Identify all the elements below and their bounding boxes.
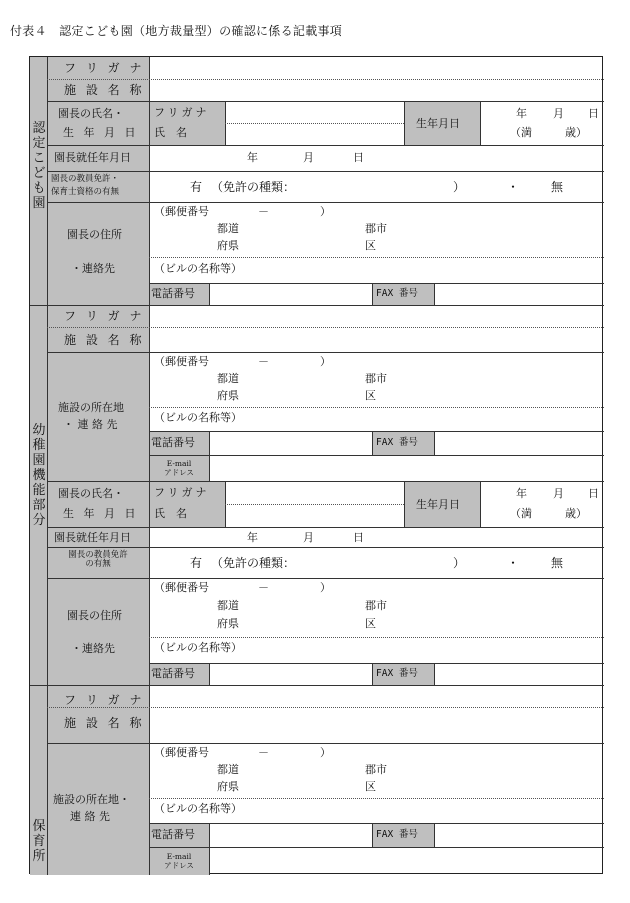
teacher-license-label: 園長の教員免許 の有無 (68, 550, 128, 569)
section-nintei-label: 認 定 こ ど も 園 (32, 121, 46, 211)
fax-label: FAX 番号 (376, 288, 418, 299)
facility-address-label: 施設の所在地 (58, 401, 124, 414)
furigana-label: フ リ ガ ナ (64, 61, 145, 75)
section-youchien-label: 幼 稚 園 機 能 部 分 (32, 423, 46, 528)
phone-label: 電話番号 (151, 287, 195, 300)
furigana-small-label: フリガナ (154, 106, 210, 119)
dob-label: 生年月日 (416, 117, 460, 130)
director-name-dob-label: 園長の氏名・ (58, 107, 124, 120)
director-address-label: 園長の住所 (67, 228, 122, 241)
appointment-date-label: 園長就任年月日 (54, 151, 131, 164)
form-sheet: 認 定 こ ど も 園 幼 稚 園 機 能 部 分 保 育 所 フ リ ガ ナ 施 設 名 称 園長の氏名・ 生 年 月 日 フリガナ 氏 名 生年月日 年 月 日 （満 歳） 園長就任年月日 年 月 日 園長の教員免許・ 保育士資格の有無 有 （免許の種類： ） ・ 無 園長の住所 ・連絡先 （郵便番号 － ） 都道 府県 郡市 区 （ビルの名称等） 電話番号 FAX 番号 フ リ ガ ナ 施 設 名 称 施設の所在地 ・ 連 絡 先 （郵便番号 － ） 都道 府県 郡市 区 （ビルの名称等） 電話番号 FAX 番号 E-mail アドレス 園長の氏名・ 生 年 月 日 フリガナ 氏 名 生年月日 年 月 日 （満 歳） 園長就任年月日 年 月 日 園長の教員免許 の有無 有 （免許の種類： ） ・ 無 園長の住所 ・連絡先 （郵便番号 － ） 都道 府県 郡市 区 （ビルの名称等） 電話番号 FAX 番号 フ リ ガ ナ 施 設 名 称 施設の所在地・ 連 絡 先 （郵便番号 － ） 都道 府県 郡市 区 （ビルの名称等） 電話番号 FAX 番号 E-mail アドレス (29, 56, 603, 874)
section-hoikusho-label: 保 育 所 (32, 819, 46, 864)
page-title: 付表４ 認定こども園（地方裁量型）の確認に係る記載事項 (10, 24, 343, 38)
name-label: 氏 名 (154, 126, 187, 139)
email-label: E-mail アドレス (164, 459, 194, 477)
facility-name-label: 施 設 名 称 (64, 83, 145, 97)
license-label: 園長の教員免許・ (51, 174, 120, 184)
